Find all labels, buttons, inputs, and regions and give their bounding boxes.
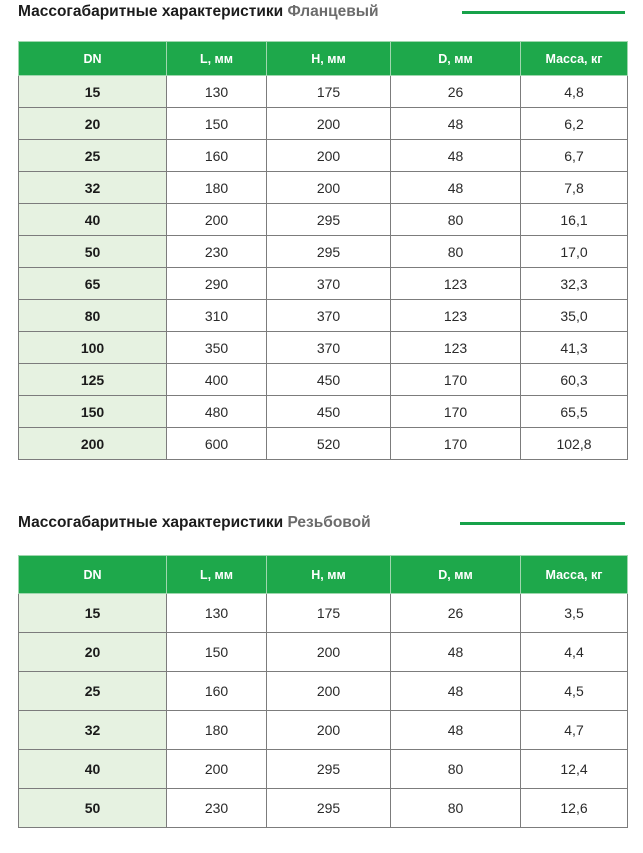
- column-header: D, мм: [391, 556, 521, 594]
- value-cell: 123: [391, 332, 521, 364]
- value-cell: 26: [391, 76, 521, 108]
- value-cell: 102,8: [521, 428, 628, 460]
- table-row: [19, 633, 628, 672]
- table-row: [19, 711, 628, 750]
- value-cell: 160: [167, 672, 267, 711]
- table-row: [19, 364, 628, 396]
- flange-heading-title: Массогабаритные характеристики: [18, 3, 284, 20]
- dn-cell: 15: [19, 594, 167, 633]
- dn-cell: 15: [19, 76, 167, 108]
- flange-heading-accent: Фланцевый: [287, 3, 379, 20]
- table-header-row: [19, 42, 628, 76]
- value-cell: 48: [391, 140, 521, 172]
- column-header: L, мм: [167, 42, 267, 76]
- value-cell: 200: [167, 750, 267, 789]
- table-row: [19, 108, 628, 140]
- value-cell: 6,7: [521, 140, 628, 172]
- value-cell: 16,1: [521, 204, 628, 236]
- value-cell: 200: [167, 204, 267, 236]
- dn-cell: 50: [19, 789, 167, 828]
- value-cell: 295: [267, 789, 391, 828]
- value-cell: 130: [167, 594, 267, 633]
- column-header: H, мм: [267, 556, 391, 594]
- table-row: [19, 204, 628, 236]
- dn-cell: 100: [19, 332, 167, 364]
- value-cell: 450: [267, 364, 391, 396]
- thread-heading-title: Массогабаритные характеристики: [18, 514, 284, 531]
- dn-cell: 32: [19, 172, 167, 204]
- dn-cell: 65: [19, 268, 167, 300]
- column-header: Масса, кг: [521, 556, 628, 594]
- value-cell: 12,6: [521, 789, 628, 828]
- column-header: Масса, кг: [521, 42, 628, 76]
- thread-heading-accent: Резьбовой: [287, 514, 371, 531]
- value-cell: 65,5: [521, 396, 628, 428]
- value-cell: 400: [167, 364, 267, 396]
- dn-cell: 32: [19, 711, 167, 750]
- value-cell: 32,3: [521, 268, 628, 300]
- value-cell: 200: [267, 633, 391, 672]
- dn-cell: 40: [19, 204, 167, 236]
- value-cell: 170: [391, 428, 521, 460]
- table-row: [19, 140, 628, 172]
- value-cell: 370: [267, 268, 391, 300]
- thread-accent-line: [460, 522, 625, 525]
- value-cell: 310: [167, 300, 267, 332]
- thread-table-header: [19, 556, 628, 594]
- value-cell: 295: [267, 236, 391, 268]
- table-row: [19, 672, 628, 711]
- value-cell: 170: [391, 396, 521, 428]
- value-cell: 170: [391, 364, 521, 396]
- value-cell: 290: [167, 268, 267, 300]
- value-cell: 160: [167, 140, 267, 172]
- value-cell: 4,7: [521, 711, 628, 750]
- value-cell: 48: [391, 672, 521, 711]
- value-cell: 180: [167, 172, 267, 204]
- dn-cell: 25: [19, 672, 167, 711]
- table-row: [19, 76, 628, 108]
- dn-cell: 125: [19, 364, 167, 396]
- value-cell: 80: [391, 204, 521, 236]
- value-cell: 230: [167, 236, 267, 268]
- table-row: [19, 236, 628, 268]
- value-cell: 80: [391, 789, 521, 828]
- value-cell: 200: [267, 672, 391, 711]
- value-cell: 200: [267, 172, 391, 204]
- table-row: [19, 172, 628, 204]
- flange-table-header: [19, 42, 628, 76]
- value-cell: 180: [167, 711, 267, 750]
- value-cell: 370: [267, 332, 391, 364]
- value-cell: 80: [391, 236, 521, 268]
- value-cell: 230: [167, 789, 267, 828]
- dn-cell: 20: [19, 633, 167, 672]
- value-cell: 480: [167, 396, 267, 428]
- flange-accent-line: [462, 11, 625, 14]
- thread-heading: [18, 514, 371, 532]
- value-cell: 41,3: [521, 332, 628, 364]
- value-cell: 295: [267, 750, 391, 789]
- value-cell: 48: [391, 172, 521, 204]
- thread-table-body: [19, 594, 628, 828]
- table-row: [19, 428, 628, 460]
- value-cell: 3,5: [521, 594, 628, 633]
- value-cell: 200: [267, 711, 391, 750]
- table-row: [19, 594, 628, 633]
- value-cell: 123: [391, 300, 521, 332]
- value-cell: 4,5: [521, 672, 628, 711]
- value-cell: 200: [267, 108, 391, 140]
- dn-cell: 50: [19, 236, 167, 268]
- value-cell: 130: [167, 76, 267, 108]
- dn-cell: 200: [19, 428, 167, 460]
- table-header-row: [19, 556, 628, 594]
- value-cell: 4,4: [521, 633, 628, 672]
- value-cell: 48: [391, 711, 521, 750]
- flange-table-body: [19, 76, 628, 460]
- value-cell: 60,3: [521, 364, 628, 396]
- value-cell: 123: [391, 268, 521, 300]
- value-cell: 295: [267, 204, 391, 236]
- value-cell: 370: [267, 300, 391, 332]
- column-header: DN: [19, 42, 167, 76]
- thread-heading-row: [18, 508, 643, 534]
- flange-heading: [18, 3, 379, 21]
- value-cell: 175: [267, 76, 391, 108]
- value-cell: 150: [167, 108, 267, 140]
- value-cell: 48: [391, 108, 521, 140]
- value-cell: 17,0: [521, 236, 628, 268]
- dn-cell: 80: [19, 300, 167, 332]
- value-cell: 4,8: [521, 76, 628, 108]
- flange-spec-table: [18, 41, 628, 460]
- table-row: [19, 789, 628, 828]
- column-header: L, мм: [167, 556, 267, 594]
- thread-spec-table: [18, 555, 628, 828]
- value-cell: 80: [391, 750, 521, 789]
- table-row: [19, 268, 628, 300]
- value-cell: 7,8: [521, 172, 628, 204]
- value-cell: 35,0: [521, 300, 628, 332]
- value-cell: 12,4: [521, 750, 628, 789]
- dn-cell: 150: [19, 396, 167, 428]
- value-cell: 450: [267, 396, 391, 428]
- value-cell: 175: [267, 594, 391, 633]
- column-header: H, мм: [267, 42, 391, 76]
- value-cell: 350: [167, 332, 267, 364]
- table-row: [19, 300, 628, 332]
- column-header: D, мм: [391, 42, 521, 76]
- value-cell: 200: [267, 140, 391, 172]
- value-cell: 600: [167, 428, 267, 460]
- table-row: [19, 332, 628, 364]
- value-cell: 150: [167, 633, 267, 672]
- table-row: [19, 396, 628, 428]
- value-cell: 26: [391, 594, 521, 633]
- dn-cell: 40: [19, 750, 167, 789]
- dn-cell: 20: [19, 108, 167, 140]
- dn-cell: 25: [19, 140, 167, 172]
- value-cell: 520: [267, 428, 391, 460]
- value-cell: 48: [391, 633, 521, 672]
- column-header: DN: [19, 556, 167, 594]
- value-cell: 6,2: [521, 108, 628, 140]
- table-row: [19, 750, 628, 789]
